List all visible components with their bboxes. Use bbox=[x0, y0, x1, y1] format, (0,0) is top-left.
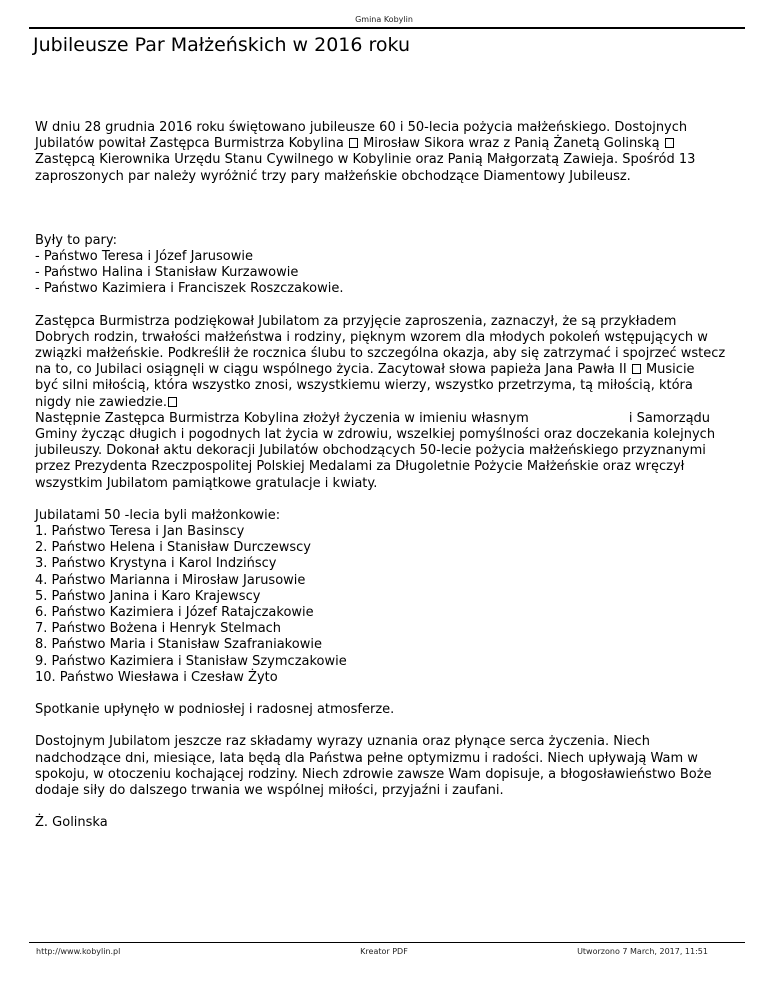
speech-line: być silni miłością, która wszystko znosi, wszystkiemu wierzy, wszystko przetrzyma, tą miłością, która bbox=[35, 378, 693, 394]
speech-line: jubileuszy. Dokonał aktu dekoracji Jubilatów obchodzących 50-lecie pożycia małżeńskiego przyznanymi bbox=[35, 443, 706, 459]
wishes-line: dodaje siły do dalszego trwania we wspólnej miłości, przyjaźni i zaufani. bbox=[35, 782, 504, 798]
speech-line: przez Prezydenta Rzeczpospolitej Polskiej Medalami za Długoletnie Pożycie Małżeńskie oraz wręczył bbox=[35, 459, 685, 475]
speech-line: nigdy nie zawiedzie. bbox=[35, 394, 168, 410]
speech-line: i Samorządu bbox=[628, 410, 711, 426]
atmosphere-paragraph: Spotkanie upłynęło w podniosłej i radosnej atmosferze. bbox=[35, 702, 395, 718]
list-item: - Państwo Halina i Stanisław Kurzawowie bbox=[35, 265, 299, 281]
header-divider bbox=[29, 27, 745, 29]
footer-generator: Kreator PDF bbox=[360, 947, 408, 956]
missing-glyph-box bbox=[349, 138, 358, 148]
footer-url-link[interactable]: http://www.kobylin.pl bbox=[36, 947, 121, 956]
pairs-60-list bbox=[35, 233, 735, 298]
intro-line: Mirosław Sikora wraz z Panią Żanetą Golinską bbox=[363, 136, 660, 152]
wishes-line: Dostojnym Jubilatom jeszcze raz składamy wyrazy uznania oraz płynące serca życzenia. Niech bbox=[35, 734, 650, 750]
footer-created-date: Utworzono 7 March, 2017, 11:51 bbox=[577, 947, 708, 956]
wishes-line: spokoju, w otoczeniu kochającej rodziny. Niech zdrowie zawsze Wam dopisuje, a błogosławieństwo Boże bbox=[35, 766, 712, 782]
list-item: 9. Państwo Kazimiera i Stanisław Szymczakowie bbox=[35, 653, 347, 669]
pairs-60-heading: Były to pary: bbox=[35, 232, 118, 248]
wishes-paragraph bbox=[35, 734, 735, 799]
speech-line: związki małżeńskie. Podkreślił że rocznica ślubu to szczególna okazja, aby się zatrzymać i spojrzeć wstecz bbox=[35, 346, 726, 362]
intro-line: W dniu 28 grudnia 2016 roku świętowano jubileusze 60 i 50-lecia pożycia małżeńskiego. Dostojnych bbox=[35, 120, 688, 135]
speech-line: Musicie bbox=[645, 362, 695, 378]
intro-line: Zastępcą Kierownika Urzędu Stanu Cywilnego w Kobylinie oraz Panią Małgorzatą Zawieja. Spośród 13 bbox=[35, 152, 696, 168]
speech-paragraph bbox=[35, 314, 735, 492]
list-item: 3. Państwo Krystyna i Karol Indzińscy bbox=[35, 556, 277, 572]
list-item: - Państwo Kazimiera i Franciszek Roszczakowie. bbox=[35, 281, 344, 297]
wishes-line: nadchodzące dni, miesiące, lata będą dla Państwa pełne optymizmu i radości. Niech upływają Wam w bbox=[35, 750, 698, 766]
speech-line: na to, co Jubilaci osiągnęli w ciągu wspólnego życia. Zacytował słowa papieża Jana Pawła II bbox=[35, 362, 627, 378]
article-body bbox=[35, 120, 735, 831]
intro-line: Jubilatów powitał Zastępca Burmistrza Kobylina bbox=[35, 136, 344, 152]
list-item: 7. Państwo Bożena i Henryk Stelmach bbox=[35, 621, 282, 637]
intro-paragraph bbox=[35, 120, 735, 185]
site-header: Gmina Kobylin bbox=[355, 15, 413, 24]
speech-line: Zastępca Burmistrza podziękował Jubilatom za przyjęcie zaproszenia, zaznaczył, że są przykładem bbox=[35, 313, 677, 329]
list-item: 6. Państwo Kazimiera i Józef Ratajczakowie bbox=[35, 605, 314, 621]
footer-divider bbox=[29, 942, 745, 943]
list-item: - Państwo Teresa i Józef Jarusowie bbox=[35, 249, 253, 265]
missing-glyph-box bbox=[665, 138, 674, 148]
signature: Ż. Golinska bbox=[35, 815, 108, 831]
list-item: 4. Państwo Marianna i Mirosław Jarusowie bbox=[35, 572, 306, 588]
speech-line: Gminy życząc długich i pogodnych lat życia w zdrowiu, wszelkiej pomyślności oraz doczekania kolejnych bbox=[35, 427, 716, 443]
speech-line: Następnie Zastępca Burmistrza Kobylina złożył życzenia w imieniu własnym bbox=[35, 410, 529, 426]
speech-line: Dobrych rodzin, trwałości małżeństwa i rodziny, pięknym wzorem dla młodych pokoleń wstępujących w bbox=[35, 329, 708, 345]
pairs-50-heading: Jubilatami 50 -lecia byli małżonkowie: bbox=[35, 507, 281, 523]
list-item: 5. Państwo Janina i Karo Krajewscy bbox=[35, 588, 261, 604]
intro-line: zaproszonych par należy wyróżnić trzy pary małżeńskie obchodzące Diamentowy Jubileusz. bbox=[35, 168, 631, 184]
page-title: Jubileusze Par Małżeńskich w 2016 roku bbox=[33, 34, 410, 56]
speech-line: wszystkim Jubilatom pamiątkowe gratulacje i kwiaty. bbox=[35, 475, 378, 491]
list-item: 2. Państwo Helena i Stanisław Durczewscy bbox=[35, 540, 311, 556]
missing-glyph-box bbox=[168, 397, 177, 407]
list-item: 1. Państwo Teresa i Jan Basinscy bbox=[35, 524, 245, 540]
list-item: 10. Państwo Wiesława i Czesław Żyto bbox=[35, 669, 278, 685]
pairs-50-list bbox=[35, 508, 735, 686]
list-item: 8. Państwo Maria i Stanisław Szafraniakowie bbox=[35, 637, 322, 653]
missing-glyph-box bbox=[632, 364, 641, 374]
